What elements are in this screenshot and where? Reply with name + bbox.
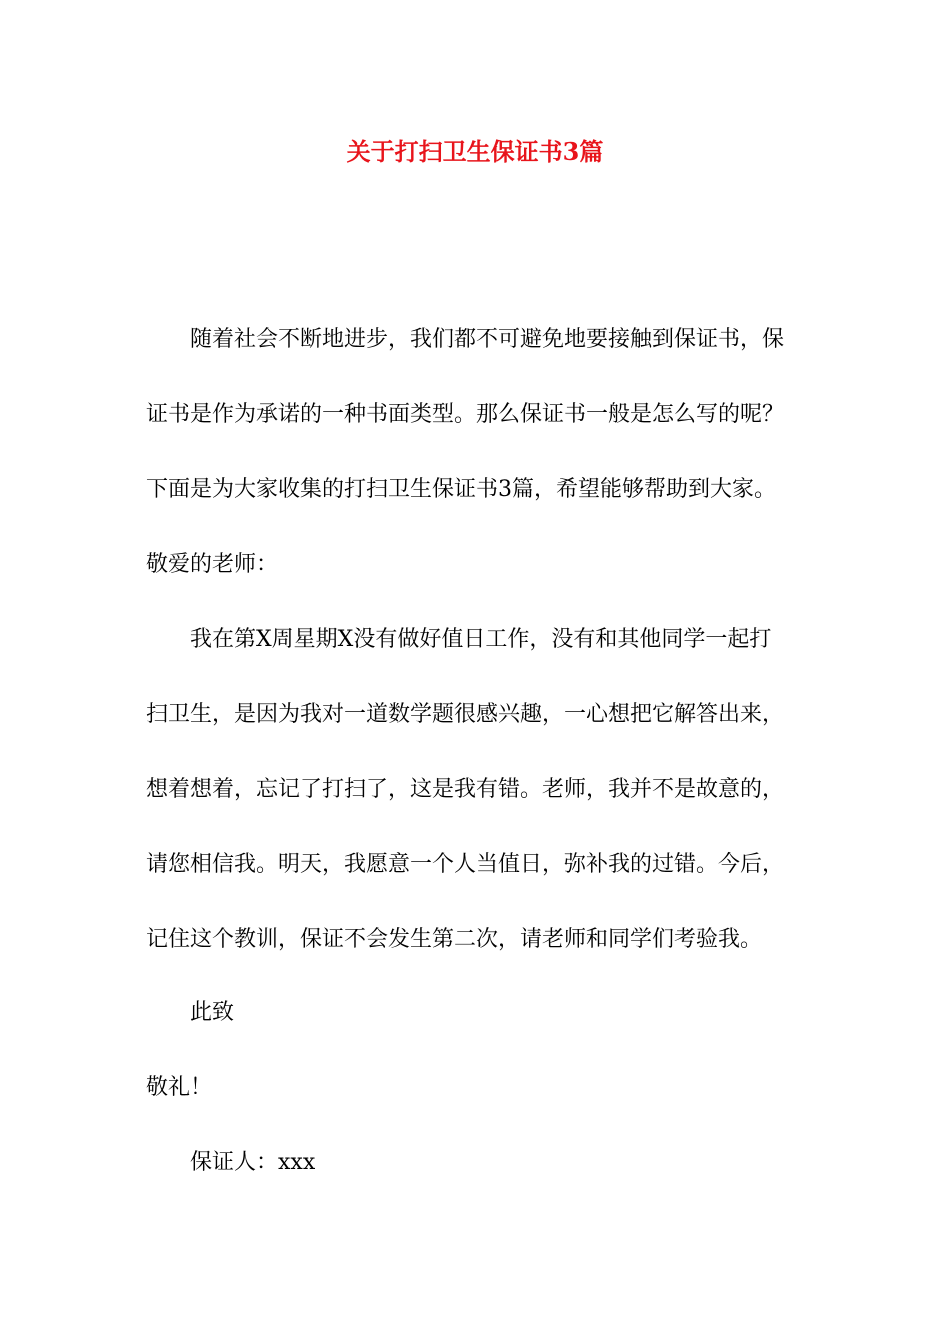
intro-line-1: 随着社会不断地进步，我们都不可避免地要接触到保证书，保 xyxy=(190,327,785,352)
document-title: 关于打扫卫生保证书3篇 xyxy=(346,137,604,166)
signature: 保证人：xxx xyxy=(190,1150,316,1175)
closing-jing-li: 敬礼！ xyxy=(146,1075,213,1100)
intro-line-3: 下面是为大家收集的打扫卫生保证书3篇，希望能够帮助到大家。 xyxy=(146,477,776,502)
closing-ci-zhi: 此致 xyxy=(190,1000,235,1025)
body-line-4: 请您相信我。明天，我愿意一个人当值日，弥补我的过错。今后， xyxy=(146,852,785,877)
body-line-2: 扫卫生，是因为我对一道数学题很感兴趣，一心想把它解答出来， xyxy=(146,702,785,727)
body-line-3: 想着想着，忘记了打扫了，这是我有错。老师，我并不是故意的， xyxy=(146,777,785,802)
body-line-5: 记住这个教训，保证不会发生第二次，请老师和同学们考验我。 xyxy=(146,927,763,952)
body-line-1: 我在第X周星期X没有做好值日工作，没有和其他同学一起打 xyxy=(190,627,772,652)
salutation: 敬爱的老师： xyxy=(146,552,279,577)
intro-line-2: 证书是作为承诺的一种书面类型。那么保证书一般是怎么写的呢？ xyxy=(146,402,785,427)
